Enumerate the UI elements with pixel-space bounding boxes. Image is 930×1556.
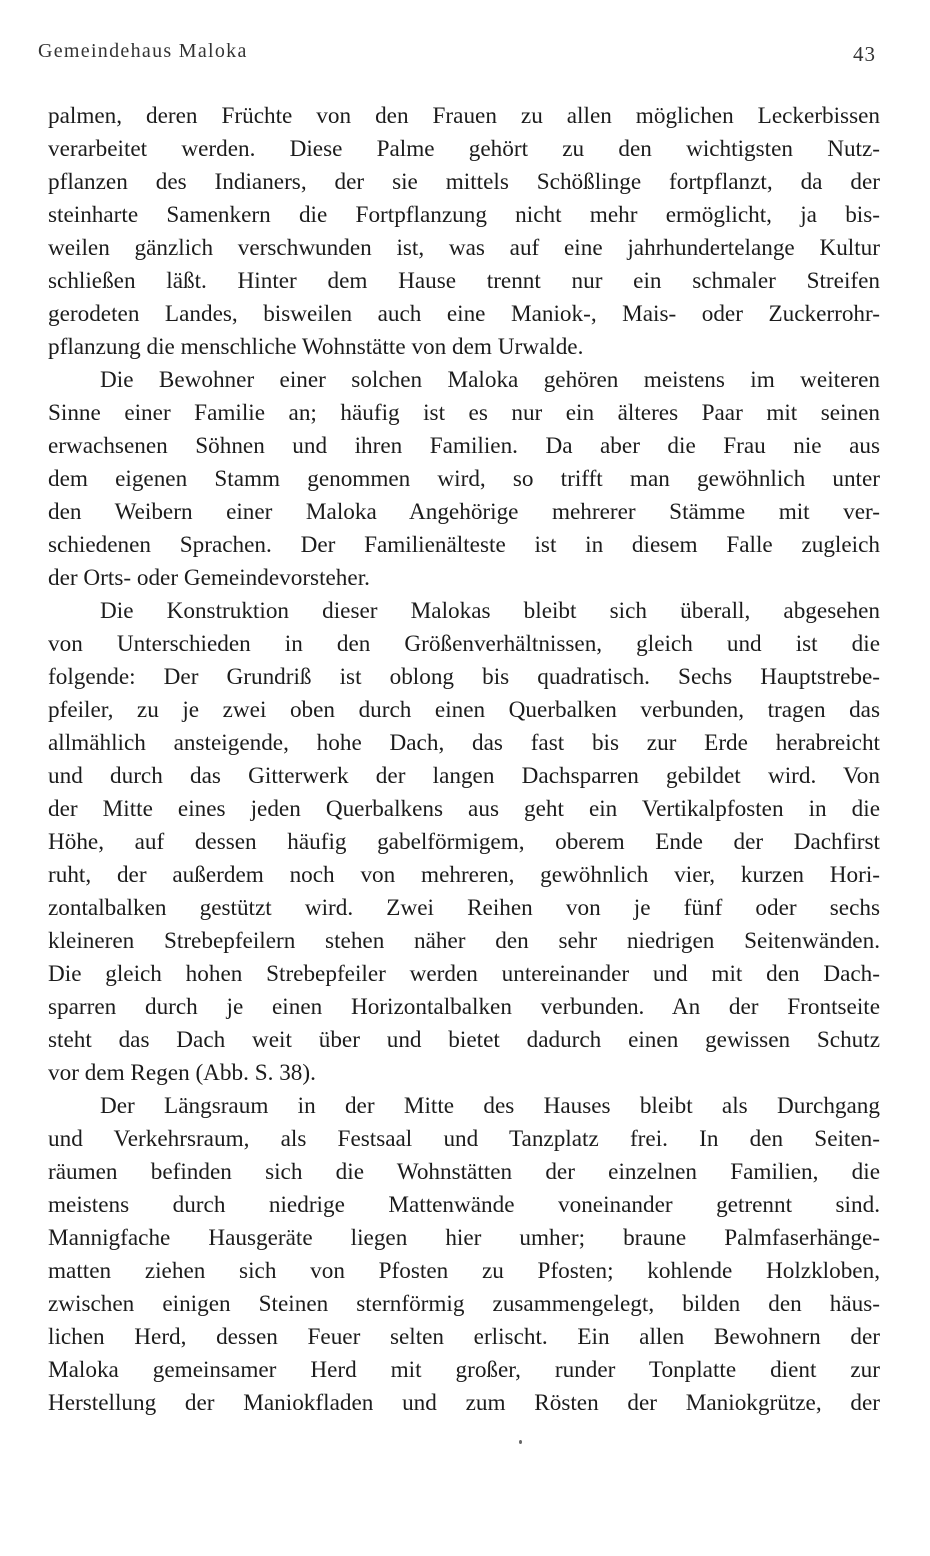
text-line: räumen befinden sich die Wohnstätten der einzelnen Familien, die — [48, 1159, 880, 1185]
paragraph-4 — [48, 1090, 880, 1420]
paragraph-1 — [48, 100, 880, 364]
text-line: meistens durch niedrige Mattenwände voneinander getrennt sind. — [48, 1192, 880, 1218]
text-line: dem eigenen Stamm genommen wird, so trifft man gewöhnlich unter — [48, 466, 880, 492]
body-text — [48, 100, 880, 1420]
text-line: Der Längsraum in der Mitte des Hauses bleibt als Durchgang — [100, 1093, 880, 1119]
text-line: und durch das Gitterwerk der langen Dachsparren gebildet wird. Von — [48, 763, 880, 789]
text-line: lichen Herd, dessen Feuer selten erlischt. Ein allen Bewohnern der — [48, 1324, 880, 1350]
paragraph-3 — [48, 595, 880, 1090]
text-line: erwachsenen Söhnen und ihren Familien. Da aber die Frau nie aus — [48, 433, 880, 459]
text-line: pflanzung die menschliche Wohnstätte von dem Urwalde. — [48, 334, 584, 360]
ink-speck — [519, 1440, 522, 1444]
text-line: ruht, der außerdem noch von mehreren, gewöhnlich vier, kurzen Hori- — [48, 862, 880, 888]
text-line: steinharte Samenkern die Fortpflanzung nicht mehr ermöglicht, ja bis- — [48, 202, 880, 228]
text-line: Die Konstruktion dieser Malokas bleibt sich überall, abgesehen — [100, 598, 880, 624]
text-line: Herstellung der Maniokfladen und zum Rösten der Maniokgrütze, der — [48, 1390, 880, 1416]
running-title: Gemeindehaus Maloka — [38, 40, 248, 62]
text-line: folgende: Der Grundriß ist oblong bis quadratisch. Sechs Hauptstrebe- — [48, 664, 880, 690]
text-line: pfeiler, zu je zwei oben durch einen Querbalken verbunden, tragen das — [48, 697, 880, 723]
text-line: von Unterschieden in den Größenverhältnissen, gleich und ist die — [48, 631, 880, 657]
text-line: weilen gänzlich verschwunden ist, was auf eine jahrhundertelange Kultur — [48, 235, 880, 261]
text-line: verarbeitet werden. Diese Palme gehört zu den wichtigsten Nutz- — [48, 136, 880, 162]
text-line: steht das Dach weit über und bietet dadurch einen gewissen Schutz — [48, 1027, 880, 1053]
text-line: sparren durch je einen Horizontalbalken verbunden. An der Frontseite — [48, 994, 880, 1020]
text-line: zontalbalken gestützt wird. Zwei Reihen von je fünf oder sechs — [48, 895, 880, 921]
text-line: Sinne einer Familie an; häufig ist es nur ein älteres Paar mit seinen — [48, 400, 880, 426]
text-line: Mannigfache Hausgeräte liegen hier umher; braune Palmfaserhänge- — [48, 1225, 880, 1251]
text-line: Höhe, auf dessen häufig gabelförmigem, oberem Ende der Dachfirst — [48, 829, 880, 855]
text-line: kleineren Strebepfeilern stehen näher den sehr niedrigen Seitenwänden. — [48, 928, 880, 954]
text-line: allmählich ansteigende, hohe Dach, das fast bis zur Erde herabreicht — [48, 730, 880, 756]
book-page — [38, 40, 880, 1420]
text-line: Maloka gemeinsamer Herd mit großer, runder Tonplatte dient zur — [48, 1357, 880, 1383]
text-line: gerodeten Landes, bisweilen auch eine Maniok-, Mais- oder Zuckerrohr- — [48, 301, 880, 327]
text-line: pflanzen des Indianers, der sie mittels Schößlinge fortpflanzt, da der — [48, 169, 880, 195]
running-head — [38, 40, 880, 76]
text-line: palmen, deren Früchte von den Frauen zu allen möglichen Leckerbissen — [48, 103, 880, 129]
text-line: und Verkehrsraum, als Festsaal und Tanzplatz frei. In den Seiten- — [48, 1126, 880, 1152]
text-line: Die gleich hohen Strebepfeiler werden untereinander und mit den Dach- — [48, 961, 880, 987]
paragraph-2 — [48, 364, 880, 595]
text-line: Die Bewohner einer solchen Maloka gehören meistens im weiteren — [100, 367, 880, 393]
text-line: den Weibern einer Maloka Angehörige mehrerer Stämme mit ver- — [48, 499, 880, 525]
text-line: zwischen einigen Steinen sternförmig zusammengelegt, bilden den häus- — [48, 1291, 880, 1317]
text-line: schiedenen Sprachen. Der Familienälteste ist in diesem Falle zugleich — [48, 532, 880, 558]
text-line: der Mitte eines jeden Querbalkens aus geht ein Vertikalpfosten in die — [48, 796, 880, 822]
page-number: 43 — [853, 42, 876, 66]
text-line: schließen läßt. Hinter dem Hause trennt nur ein schmaler Streifen — [48, 268, 880, 294]
text-line: matten ziehen sich von Pfosten zu Pfosten; kohlende Holzkloben, — [48, 1258, 880, 1284]
text-line: der Orts- oder Gemeindevorsteher. — [48, 565, 370, 591]
text-line: vor dem Regen (Abb. S. 38). — [48, 1060, 316, 1086]
